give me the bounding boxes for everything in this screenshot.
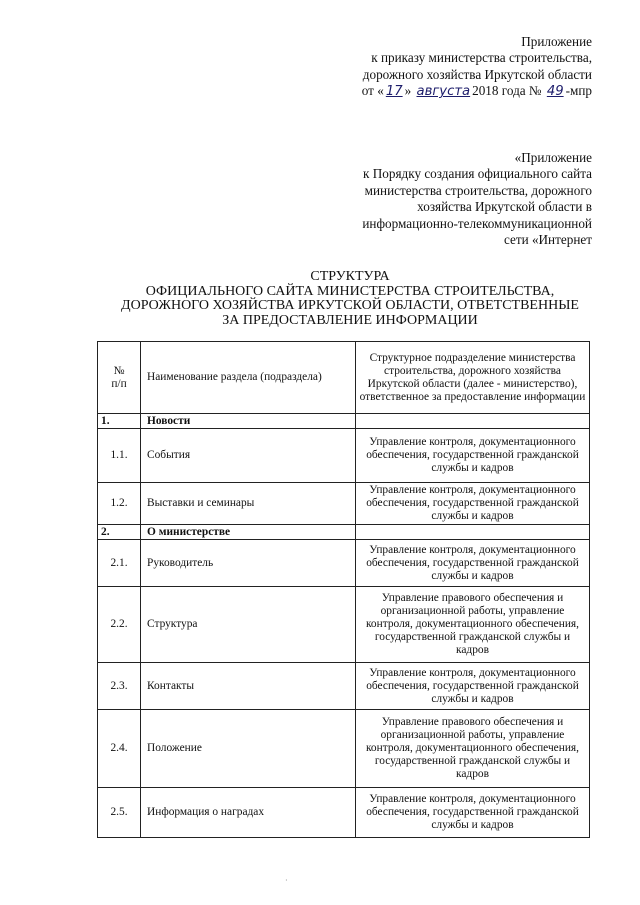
row-number: 2.5. [98,788,141,838]
row-number: 1. [98,414,141,429]
header-department: Структурное подразделение министерства строительства, дорожного хозяйства Иркутской области (далее - министерство), ответственное за предоставление информации [356,342,590,414]
procedure-annex-line: сети «Интернет [503,232,592,248]
row-section-name: Руководитель [141,540,356,587]
row-number: 2. [98,525,141,540]
handwritten-month: августа [416,84,471,100]
table-row [98,663,590,710]
row-section-name: Контакты [141,663,356,710]
procedure-annex-block [362,150,592,248]
table-row-section [98,525,590,540]
row-number: 2.2. [98,587,141,663]
header-number [98,342,141,414]
handwritten-day: 17 [385,84,403,100]
table-row [98,429,590,483]
row-number: 2.3. [98,663,141,710]
table-row [98,483,590,525]
row-department: Управление контроля, документационного обеспечения, государственной гражданской службы и кадров [356,663,590,710]
row-department [356,414,590,429]
order-date-line: от « 17 » августа 2018 года № 49 -мпр [361,83,592,100]
procedure-annex-line: министерства строительства, дорожного [364,182,592,198]
title-line: ОФИЦИАЛЬНОГО САЙТА МИНИСТЕРСТВА СТРОИТЕЛЬСТВА, [145,283,555,299]
header-number-label: п/п [111,377,127,390]
table-row [98,540,590,587]
table-row [98,587,590,663]
annex-order-ref-cont: дорожного хозяйства Иркутской области [362,66,592,82]
row-section-name: Выставки и семинары [141,483,356,525]
row-department: Управление контроля, документационного обеспечения, государственной гражданской службы и кадров [356,540,590,587]
row-department: Управление контроля, документационного обеспечения, государственной гражданской службы и кадров [356,429,590,483]
row-department: Управление контроля, документационного обеспечения, государственной гражданской службы и кадров [356,788,590,838]
title-line: ДОРОЖНОГО ХОЗЯЙСТВА ИРКУТСКОЙ ОБЛАСТИ, ОТВЕТСТВЕННЫЕ [121,298,579,313]
row-number: 1.1. [98,429,141,483]
row-section-name: О министерстве [141,525,356,540]
table-header-row [98,342,590,414]
annex-heading: Приложение [521,34,592,49]
table-row [98,788,590,838]
row-section-name: События [141,429,356,483]
row-department: Управление правового обеспечения и организационной работы, управление контроля, документационного обеспечения, государственной гражданской службы и кадров [356,587,590,663]
document-title [0,270,640,328]
header-section-name: Наименование раздела (подраздела) [141,342,356,414]
row-department: Управление правового обеспечения и организационной работы, управление контроля, документационного обеспечения, государственной гражданской службы и кадров [356,710,590,788]
row-department [356,525,590,540]
row-section-name: Информация о наградах [141,788,356,838]
table-row [98,710,590,788]
row-department: Управление контроля, документационного обеспечения, государственной гражданской службы и кадров [356,483,590,525]
title-line: ЗА ПРЕДОСТАВЛЕНИЕ ИНФОРМАЦИИ [222,312,478,328]
row-section-name: Структура [141,587,356,663]
row-section-name: Новости [141,414,356,429]
row-number: 1.2. [98,483,141,525]
procedure-annex-heading: «Приложение [514,150,592,165]
handwritten-order-number: 49 [546,84,564,100]
scan-speck: · [285,876,288,885]
procedure-annex-line: к Порядку создания официального сайта [363,166,592,182]
annex-order-ref: к приказу министерства строительства, [371,50,592,66]
procedure-annex-line: информационно-телекоммуникационной [362,215,592,231]
order-annex-block [362,34,592,101]
procedure-annex-line: хозяйства Иркутской области в [417,199,592,215]
table-row-section [98,414,590,429]
row-section-name: Положение [141,710,356,788]
row-number: 2.4. [98,710,141,788]
title-line: СТРУКТУРА [310,269,390,284]
structure-table [97,341,590,838]
row-number: 2.1. [98,540,141,587]
header-number-sign: № [113,364,125,377]
